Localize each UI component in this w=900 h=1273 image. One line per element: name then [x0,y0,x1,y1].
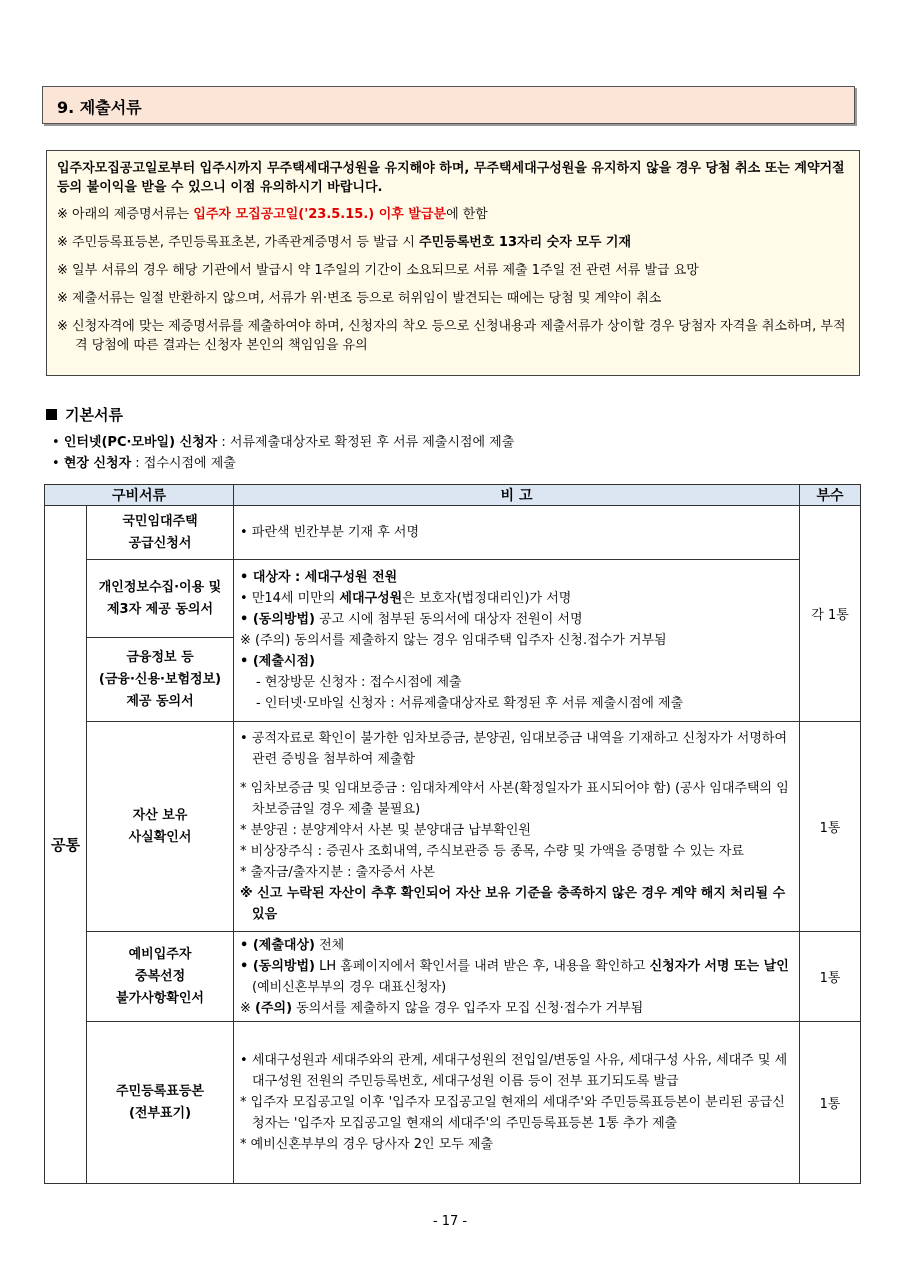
notice-item-4: ※ 제출서류는 일절 반환하지 않으며, 서류가 위·변조 등으로 허위임이 발견되는 때에는 당첨 및 계약이 취소 [57,291,662,306]
doc-name-line: 제3자 제공 동의서 [107,601,214,617]
qty-waiting-list: 1통 [800,932,861,1022]
note-line: • 세대구성원과 세대주와의 관계, 세대구성원의 전입일/변동일 사유, 세대구성 사유, 세대주 및 세대구성원 전원의 주민등록번호, 세대구성원 이름 등이 전부 표기되도록 발급 [240,1053,788,1089]
notice-item-5: ※ 신청자격에 맞는 제증명서류를 제출하여야 하며, 신청자의 착오 등으로 신청내용과 제출서류가 상이할 경우 당첨자 자격을 취소하며, 부적격 당첨에 따른 결과는 신청자 본인의 책임임을 유의 [57,319,846,353]
note-bold: • (동의방법) [240,958,315,974]
note-line: - 현장방문 신청자 : 접수시점에 제출 [256,675,462,690]
table-row [45,1022,861,1184]
note-line [240,588,795,609]
online-applicant-line: • 인터넷(PC·모바일) 신청자 : 서류제출대상자로 확정된 후 서류 제출시점에 제출 [52,435,515,450]
doc-name-line: 개인정보수집·이용 및 [98,579,222,595]
qty-consent: 각 1통 [800,506,861,722]
doc-name-asset [87,722,234,932]
doc-name-line: 중복선정 [134,968,186,984]
doc-name-application [87,506,234,560]
notice-item-1-highlight: 입주자 모집공고일('23.5.15.) 이후 발급분 [193,207,447,222]
note-application: • 파란색 빈칸부분 기재 후 서명 [234,506,800,560]
note-text: ※ [240,1000,256,1016]
documents-table [44,484,861,1184]
table-row [45,506,861,560]
doc-name-line: (전부표기) [128,1105,192,1121]
doc-name-line: 사실확인서 [128,829,192,845]
section-title: 9. 제출서류 [57,98,142,117]
note-line: • 공적자료로 확인이 불가한 임차보증금, 분양권, 임대보증금 내역을 기재하고 신청자가 서명하여 관련 증빙을 첨부하여 제출함 [240,731,788,767]
note-bold: • (동의방법) [240,612,315,627]
note-text: • 만14세 미만의 [240,591,340,606]
note-line: * 비상장주식 : 증권사 조회내역, 주식보관증 등 종목, 수량 및 가액을 증명할 수 있는 자료 [240,844,744,859]
table-header-row [45,485,861,506]
doc-name-line: 불가사항확인서 [116,990,204,1006]
header-note: 비 고 [234,485,800,506]
note-line: ※ (주의) 동의서를 제출하지 않는 경우 임대주택 입주자 신청.접수가 거부됨 [240,633,667,648]
notice-item-2-bold: 주민등록번호 13자리 숫자 모두 기재 [419,235,632,250]
doc-name-financial-consent [87,638,234,722]
onsite-applicant-text: : 접수시점에 제출 [131,456,236,471]
notice-item-1 [57,205,849,224]
doc-name-privacy-consent [87,560,234,638]
doc-name-line: 주민등록표등본 [116,1083,204,1099]
square-bullet-icon [46,409,57,420]
notice-box [46,150,860,376]
notice-item-1-pre: ※ 아래의 제증명서류는 [57,207,194,222]
notice-item-1-post: 에 한함 [446,207,488,222]
note-line: * 임차보증금 및 임대보증금 : 임대차계약서 사본(확정일자가 표시되어야 함) (공사 임대주택의 임차보증금일 경우 제출 불필요) [240,781,789,817]
note-bold: 신청자가 서명 또는 날인 [649,958,789,974]
notice-item-2-pre: ※ 주민등록표등본, 주민등록표초본, 가족관계증명서 등 발급 시 [57,235,420,250]
note-line: - 인터넷·모바일 신청자 : 서류제출대상자로 확정된 후 서류 제출시점에 제출 [256,696,684,711]
note-line: ※ 신고 누락된 자산이 추후 확인되어 자산 보유 기준을 충족하지 않은 경우 계약 해지 처리될 수 있음 [240,886,786,922]
doc-name-line: 국민임대주택 [122,513,198,529]
table-row [45,560,861,638]
group-label: 공통 [45,506,87,1184]
note-text: 공고 시에 첨부된 동의서에 대상자 전원이 서명 [314,612,583,627]
doc-name-line: 자산 보유 [132,807,188,823]
note-text: (예비신혼부부의 경우 대표신청자) [252,979,447,995]
doc-name-line: (금융·신용·보험정보) [98,671,222,687]
notice-item-3: ※ 일부 서류의 경우 해당 기관에서 발급시 약 1주일의 기간이 소요되므로 서류 제출 1주일 전 관련 서류 발급 요망 [57,263,699,278]
note-line: • (제출시점) [240,654,315,669]
doc-name-line: 금융정보 등 [126,649,194,665]
note-line [240,956,795,998]
onsite-applicant-line: • 현장 신청자 : 접수시점에 제출 [52,456,236,471]
note-resident-register [234,1022,800,1184]
note-line: * 출자금/출자지분 : 출자증서 사본 [240,865,436,880]
header-qty: 부수 [800,485,861,506]
note-text: 전체 [314,937,345,953]
note-line [240,609,795,630]
doc-name-line: 제공 동의서 [126,693,194,709]
note-line [240,998,795,1019]
basic-docs-heading [46,404,123,425]
basic-docs-title: 기본서류 [65,406,123,424]
header-doc: 구비서류 [45,485,234,506]
section-title-box [42,86,855,124]
note-waiting-list [234,932,800,1022]
doc-name-line: 공급신청서 [128,535,192,551]
note-consent [234,560,800,722]
note-asset [234,722,800,932]
onsite-applicant-label: 현장 신청자 [63,456,132,471]
note-bold: • (제출대상) [240,937,315,953]
doc-name-resident-register [87,1022,234,1184]
note-text: 은 보호자(법정대리인)가 서명 [402,591,572,606]
doc-name-waiting-list [87,932,234,1022]
page-number: - 17 - [432,1214,468,1229]
notice-item-2 [57,233,849,252]
note-bold: 세대구성원 [339,591,403,606]
table-row [45,932,861,1022]
note-line: * 분양권 : 분양계약서 사본 및 분양대금 납부확인원 [240,823,531,838]
note-line: • 대상자 : 세대구성원 전원 [240,570,398,585]
note-text: LH 홈페이지에서 확인서를 내려 받은 후, 내용을 확인하고 [314,958,650,974]
note-line: * 예비신혼부부의 경우 당사자 2인 모두 제출 [240,1137,494,1152]
notice-lead: 입주자모집공고일로부터 입주시까지 무주택세대구성원을 유지해야 하며, 무주택세대구성원을 유지하지 않을 경우 당첨 취소 또는 계약거절 등의 불이익을 받을 수 있으니 이점 유의하시기 바랍니다. [57,161,845,195]
table-row [45,722,861,932]
doc-name-line: 예비입주자 [128,946,192,962]
note-bold: (주의) [255,1000,293,1016]
online-applicant-label: 인터넷(PC·모바일) 신청자 [63,435,218,450]
qty-asset: 1통 [800,722,861,932]
note-line [240,935,795,956]
qty-resident-register: 1통 [800,1022,861,1184]
online-applicant-text: : 서류제출대상자로 확정된 후 서류 제출시점에 제출 [217,435,515,450]
note-text: 동의서를 제출하지 않을 경우 입주자 모집 신청·접수가 거부됨 [292,1000,644,1016]
note-line: * 입주자 모집공고일 이후 '입주자 모집공고일 현재의 세대주'와 주민등록표등본이 분리된 공급신청자는 '입주자 모집공고일 현재의 세대주'의 주민등록표등본 1통 추가 제출 [240,1095,785,1131]
